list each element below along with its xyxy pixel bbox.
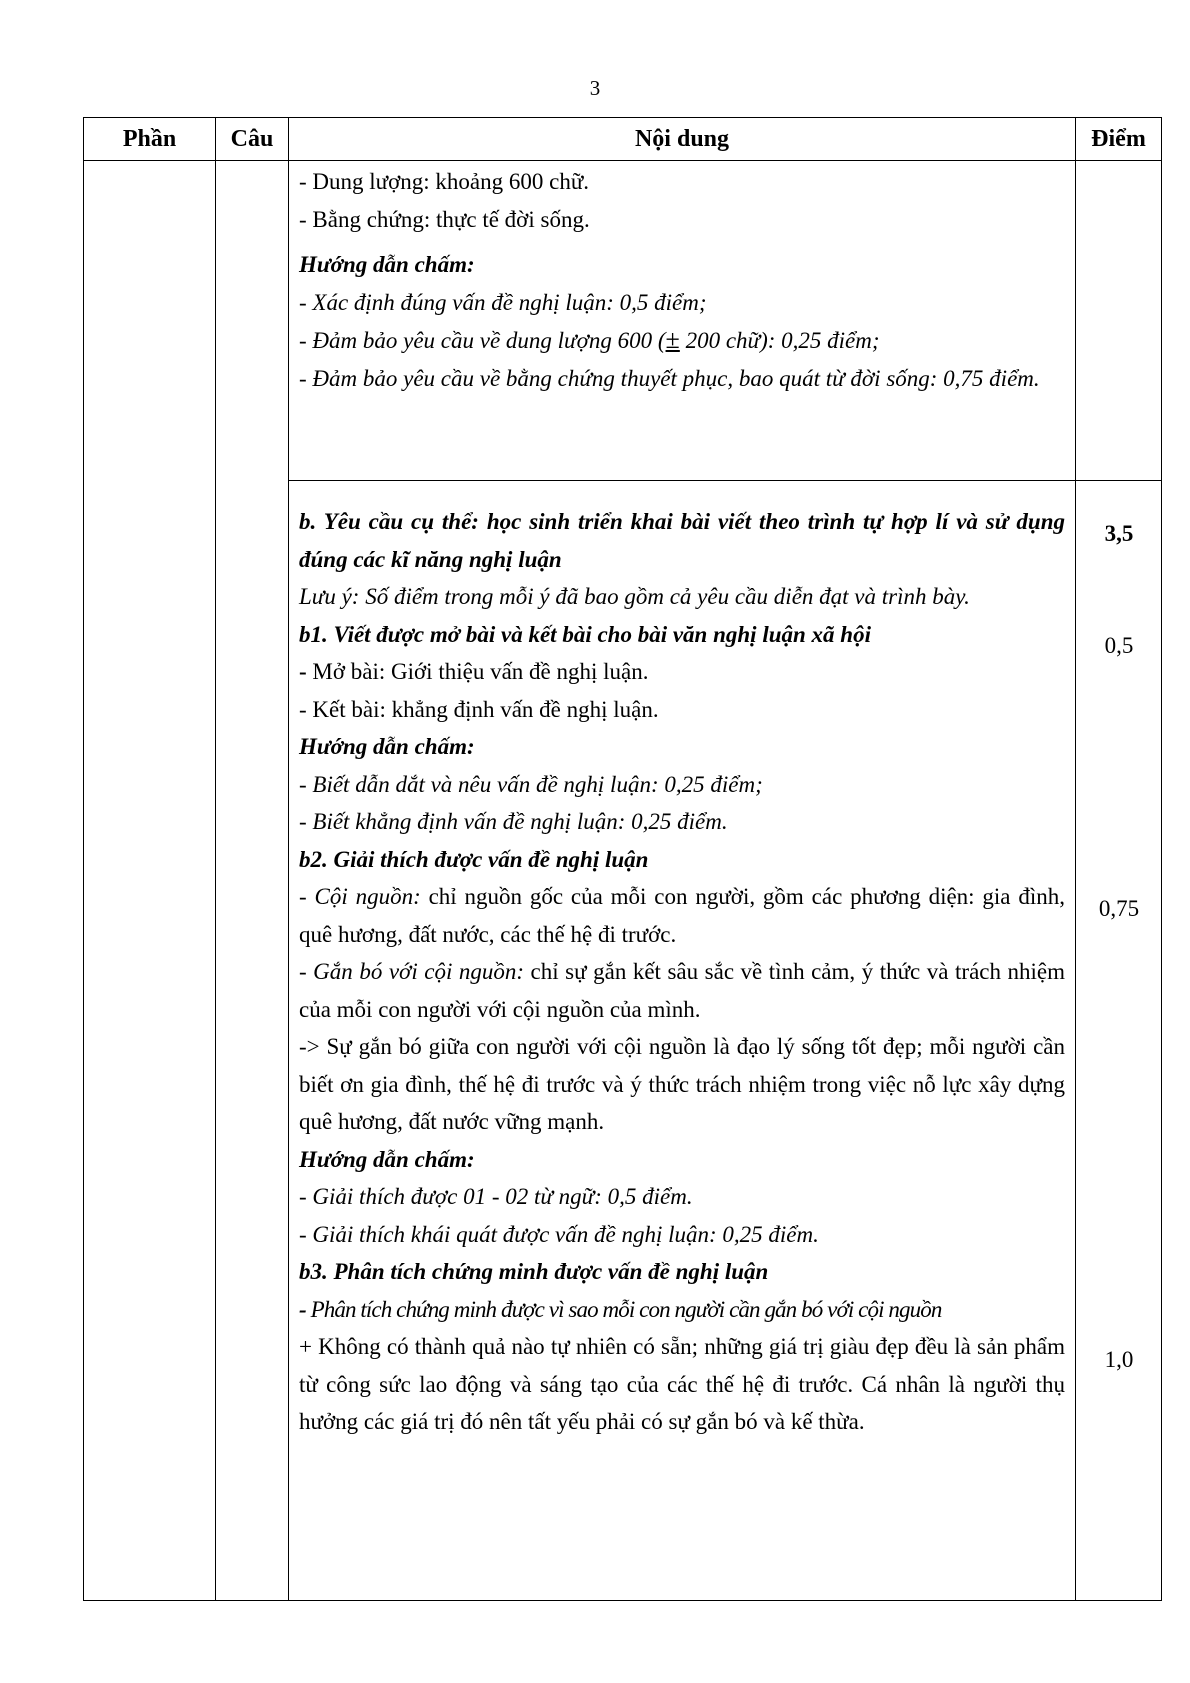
guide-heading: Hướng dẫn chấm: [299,1146,475,1172]
guide-item: - Đảm bảo yêu cầu về dung lượng 600 (± 200 chữ): 0,25 điểm; [299,325,880,354]
note-line: Lưu ý: Số điểm trong mỗi ý đã bao gồm cả yêu cầu diễn đạt và trình bày. [299,584,970,609]
section-b3-title: b3. Phân tích chứng minh được vấn đề nghị luận [299,1259,769,1284]
page-number: 3 [589,76,601,100]
table-row [84,161,1162,481]
guide-heading: Hướng dẫn chấm: [299,734,475,759]
guide-heading: Hướng dẫn chấm: [299,252,475,277]
cau-cell [216,161,289,1601]
guide-item: - Biết khẳng định vấn đề nghị luận: 0,25 điểm. [299,809,728,834]
score-cell [1076,481,1162,1601]
guide-item: - Xác định đúng vấn đề nghị luận: 0,5 điểm; [299,289,707,315]
section-b1-title: b1. Viết được mở bài và kết bài cho bài văn nghị luận xã hội [299,621,871,647]
score-b3: 1,0 [1104,1347,1134,1372]
grading-table [83,117,1162,1601]
content-cell-detail [289,481,1076,1601]
intro-line: - Mở bài: Giới thiệu vấn đề nghị luận. [299,659,649,684]
guide-item: - Giải thích khái quát được vấn đề nghị luận: 0,25 điểm. [299,1221,819,1247]
phan-cell [84,161,216,1601]
score-b: 3,5 [1104,521,1134,546]
header-diem: Điểm [1076,118,1162,161]
header-phan: Phần [84,118,216,161]
header-row [84,118,1162,161]
b3-point-paragraph: + Không có thành quả nào tự nhiên có sẵn; những giá trị giàu đẹp đều là sản phẩm từ công sức lao động và sáng tạo của các thế hệ đi trước. Cá nhân là người thụ hưởng các giá trị đó nên tất yếu phải có sự gắn bó và kế thừa. [299,1334,1065,1434]
section-b-title: b. Yêu cầu cụ thể: học sinh triển khai bài viết theo trình tự hợp lí và sử dụng đúng các kĩ năng nghị luận [299,509,1065,572]
guide-item: - Đảm bảo yêu cầu về bằng chứng thuyết phục, bao quát từ đời sống: 0,75 điểm. [299,365,1040,391]
b3-lead-line: - Phân tích chứng minh được vì sao mỗi con người cần gắn bó với cội nguồn [299,1296,942,1322]
header-cau: Câu [216,118,289,161]
score-b2: 0,75 [1098,896,1140,921]
definition-gan-bo: - Gắn bó với cội nguồn: chỉ sự gắn kết sâu sắc về tình cảm, ý thức và trách nhiệm của mỗi con người với cội nguồn của mình. [299,959,1065,1022]
content-cell-requirements [289,161,1076,481]
definition-coi-nguon: - Cội nguồn: chỉ nguồn gốc của mỗi con người, gồm các phương diện: gia đình, quê hương, đất nước, các thế hệ đi trước. [299,884,1065,947]
summary-paragraph: -> Sự gắn bó giữa con người với cội nguồn là đạo lý sống tốt đẹp; mỗi người cần biết ơn gia đình, thế hệ đi trước và ý thức trách nhiệm trong việc nỗ lực xây dựng quê hương, đất nước vững mạnh. [299,1034,1065,1134]
guide-item: - Giải thích được 01 - 02 từ ngữ: 0,5 điểm. [299,1184,693,1209]
bang-chung-line: - Bằng chứng: thực tế đời sống. [299,206,590,232]
score-b1: 0,5 [1104,633,1134,658]
score-cell-empty [1076,161,1162,481]
dung-luong-line: - Dung lượng: khoảng 600 chữ. [299,169,590,194]
conclusion-line: - Kết bài: khẳng định vấn đề nghị luận. [299,696,659,722]
header-noi-dung: Nội dung [289,118,1076,161]
section-b2-title: b2. Giải thích được vấn đề nghị luận [299,846,649,872]
guide-item: - Biết dẫn dắt và nêu vấn đề nghị luận: 0,25 điểm; [299,771,763,797]
plus-minus-sign: ± [665,325,680,354]
